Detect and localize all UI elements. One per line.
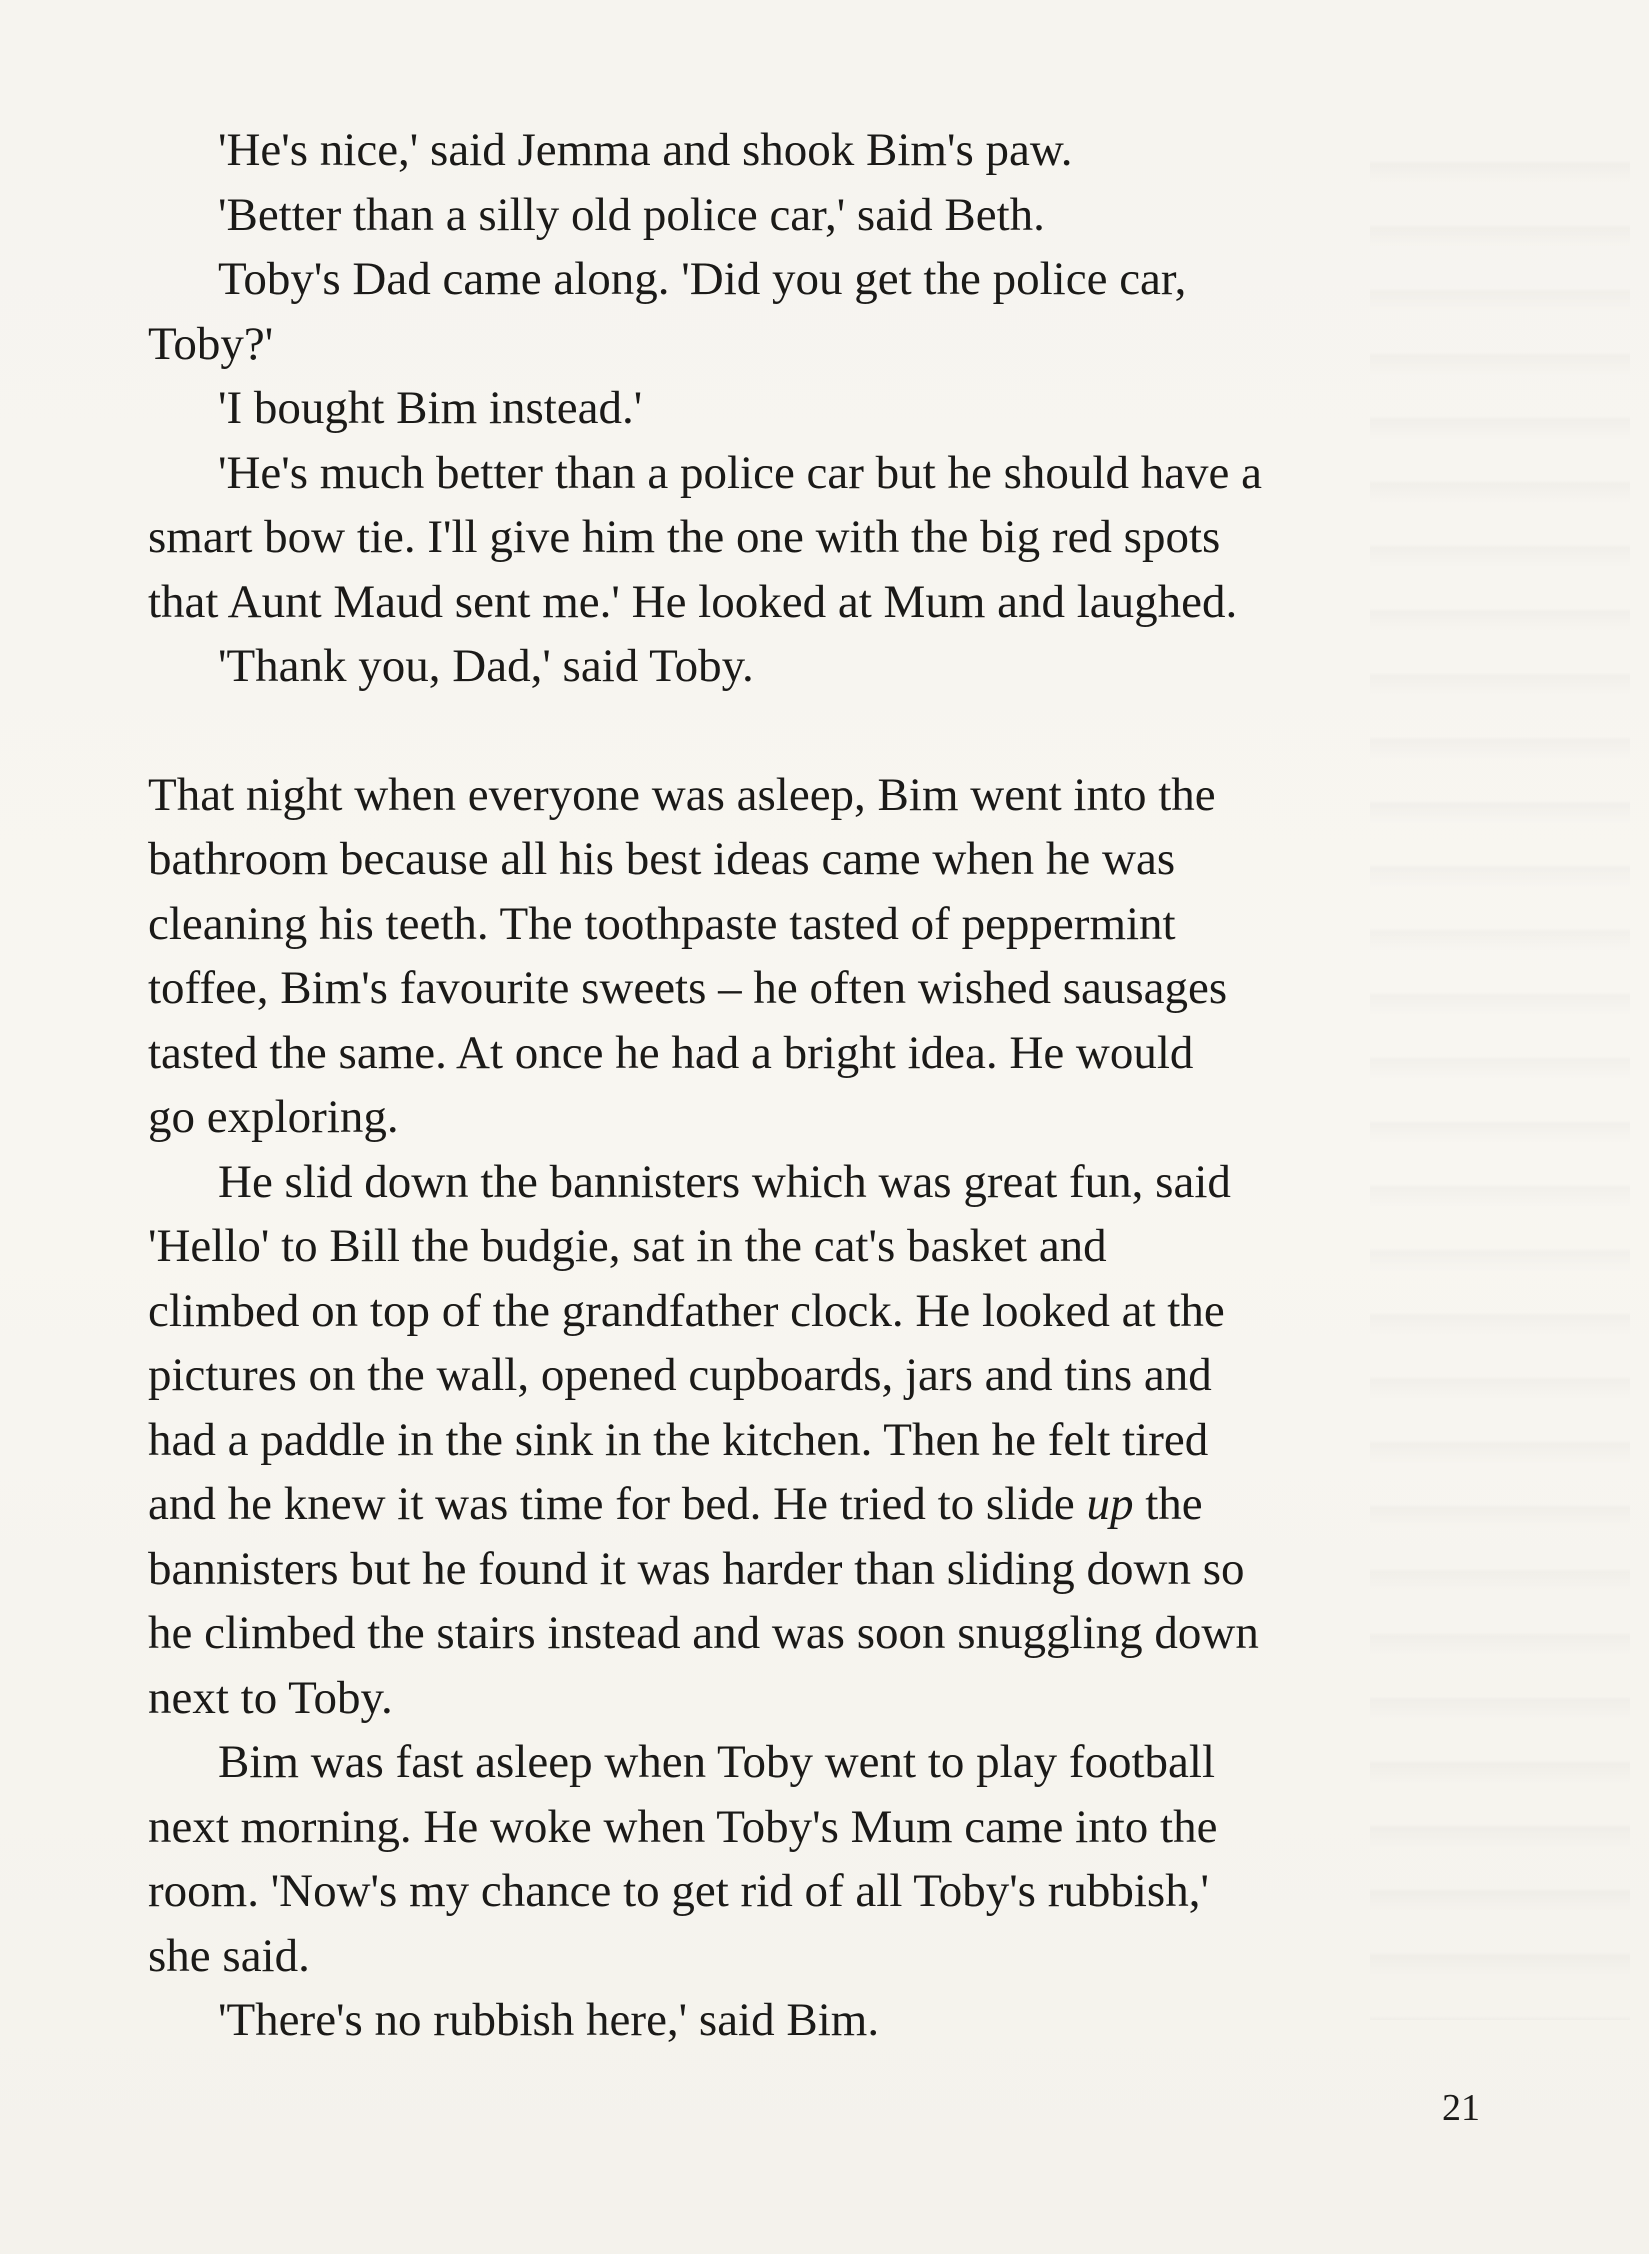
paragraph-line: that Aunt Maud sent me.' He looked at Mum and laughed. xyxy=(148,575,1238,628)
body-text xyxy=(148,118,1478,2053)
paragraph-line: she said. xyxy=(148,1929,310,1982)
paragraph-line: tasted the same. At once he had a bright idea. He would xyxy=(148,1026,1194,1079)
paragraph-line: 'I bought Bim instead.' xyxy=(218,382,643,434)
emphasized-word: up xyxy=(1086,1478,1134,1530)
paragraph-line: 'There's no rubbish here,' said Bim. xyxy=(218,1994,880,2046)
line-text-before: and he knew it was time for bed. He tried to slide xyxy=(148,1478,1087,1530)
paragraph-line: 'He's much better than a police car but he should have a xyxy=(218,446,1263,499)
paragraph-line: 'Thank you, Dad,' said Toby. xyxy=(218,640,754,692)
paragraph-line: That night when everyone was asleep, Bim went into the xyxy=(148,768,1216,821)
paragraph-line: bannisters but he found it was harder than sliding down so xyxy=(148,1542,1245,1595)
paragraph-line: smart bow tie. I'll give him the one with the big red spots xyxy=(148,511,1221,563)
paragraph-line: had a paddle in the sink in the kitchen. Then he felt tired xyxy=(148,1413,1209,1466)
line-text-after: the xyxy=(1133,1478,1203,1530)
paragraph-line: toffee, Bim's favourite sweets – he often wished sausages xyxy=(148,962,1228,1014)
paragraph-line: next to Toby. xyxy=(148,1671,393,1724)
paragraph-line: Toby's Dad came along. 'Did you get the police car, xyxy=(218,253,1187,305)
paragraph-line: bathroom because all his best ideas came when he was xyxy=(148,833,1176,885)
page-number: 21 xyxy=(1442,2087,1480,2129)
paragraph-line: pictures on the wall, opened cupboards, jars and tins and xyxy=(148,1349,1212,1401)
paragraph-line: 'Hello' to Bill the budgie, sat in the cat's basket and xyxy=(148,1220,1107,1272)
paragraph-line: climbed on top of the grandfather clock. He looked at the xyxy=(148,1284,1225,1337)
paragraph-line: cleaning his teeth. The toothpaste tasted of peppermint xyxy=(148,897,1176,950)
paragraph-line: next morning. He woke when Toby's Mum came into the xyxy=(148,1800,1218,1853)
paragraph-line: 'Better than a silly old police car,' said Beth. xyxy=(218,188,1045,241)
paragraph-line: 'He's nice,' said Jemma and shook Bim's paw. xyxy=(218,124,1073,176)
paragraph-line: He slid down the bannisters which was great fun, said xyxy=(218,1155,1231,1208)
paragraph-line-with-emphasis xyxy=(148,1472,1478,1537)
paragraph-line: Toby?' xyxy=(148,317,274,370)
paragraph-line: Bim was fast asleep when Toby went to play football xyxy=(218,1736,1216,1788)
paragraph-line: go exploring. xyxy=(148,1091,399,1143)
paragraph-line: he climbed the stairs instead and was soon snuggling down xyxy=(148,1607,1259,1659)
paragraph-line: room. 'Now's my chance to get rid of all Toby's rubbish,' xyxy=(148,1865,1209,1917)
